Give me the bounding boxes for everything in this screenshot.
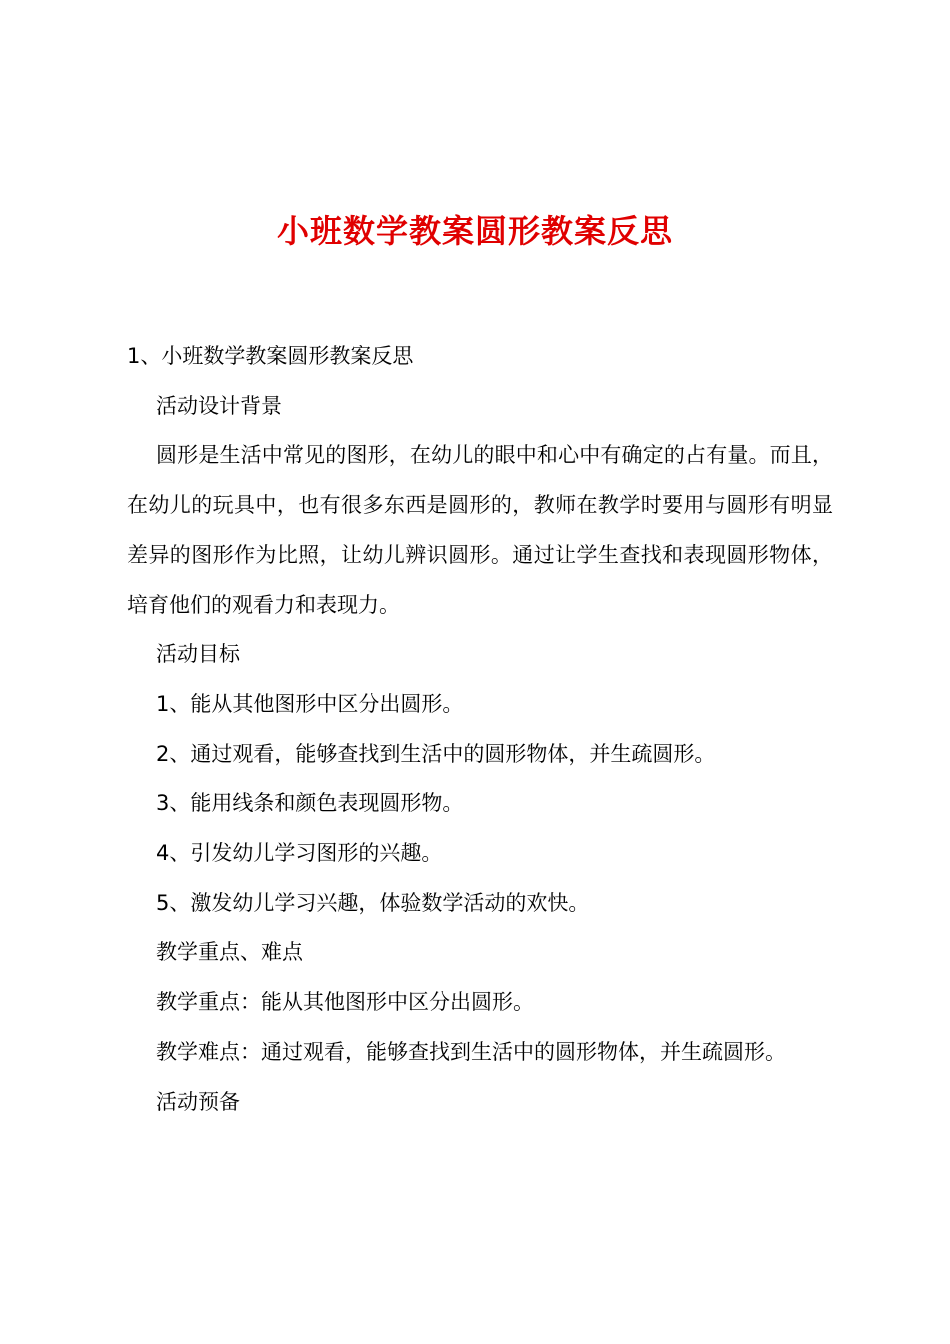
goal-item: 2、通过观看，能够查找到生活中的圆形物体，并生疏圆形。 <box>156 741 716 766</box>
difficult-point-text: 教学难点：通过观看，能够查找到生活中的圆形物体，并生疏圆形。 <box>156 1039 786 1064</box>
section-title-background: 活动设计背景 <box>156 393 282 418</box>
section-heading: 1、小班数学教案圆形教案反思 <box>127 344 414 368</box>
key-point-text: 教学重点：能从其他图形中区分出圆形。 <box>156 990 534 1015</box>
section-title-goals: 活动目标 <box>156 642 240 667</box>
goal-item: 5、激发幼儿学习兴趣，体验数学活动的欢快。 <box>156 890 590 915</box>
goal-item: 4、引发幼儿学习图形的兴趣。 <box>156 841 443 866</box>
section-title-preparation: 活动预备 <box>156 1089 240 1114</box>
document-body <box>127 332 833 1127</box>
document-title: 小班数学教案圆形教案反思 <box>276 212 673 250</box>
goal-item: 1、能从其他图形中区分出圆形。 <box>156 691 464 716</box>
goal-item: 3、能用线条和颜色表现圆形物。 <box>156 791 464 816</box>
background-paragraph: 圆形是生活中常见的图形，在幼儿的眼中和心中有确定的占有量。而且，在幼儿的玩具中，也有很多东西是圆形的，教师在教学时要用与圆形有明显差异的图形作为比照，让幼儿辨识圆形。通过让学生查找和表现圆形物体，培育他们的观看力和表现力。 <box>127 443 833 617</box>
section-title-key-points: 教学重点、难点 <box>156 940 303 965</box>
